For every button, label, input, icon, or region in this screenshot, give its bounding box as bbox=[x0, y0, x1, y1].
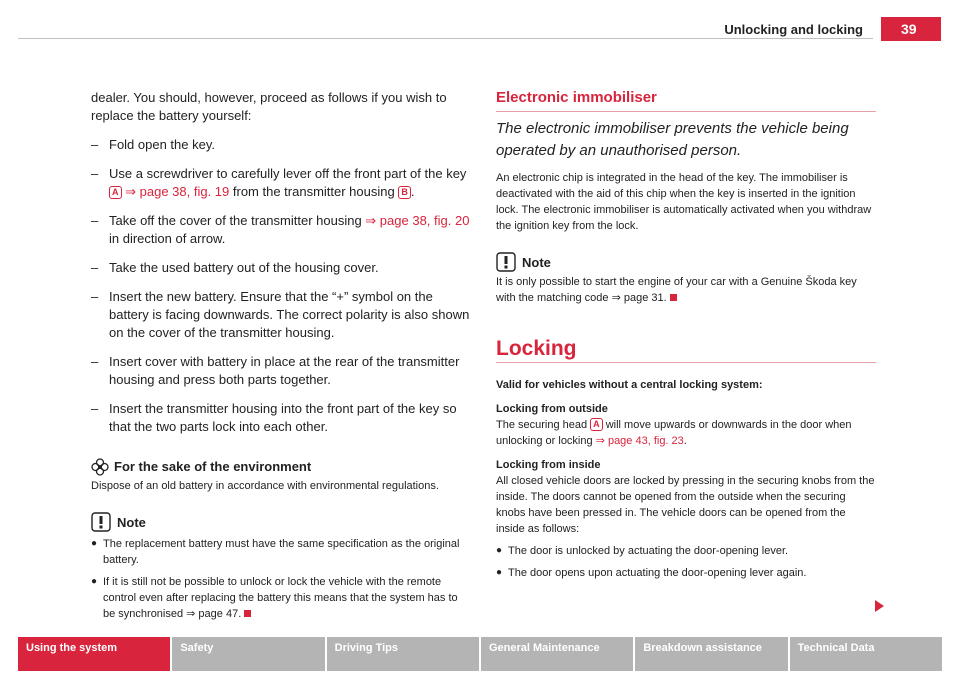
tab-using-the-system[interactable]: Using the system bbox=[18, 637, 170, 671]
subheading-outside: Locking from outside bbox=[496, 403, 608, 415]
note-icon bbox=[91, 512, 111, 532]
inside-text: All closed vehicle doors are locked by pressing in the securing knobs from the inside. The doors cannot be opened from the outside when the securing knobs have been pressed in. The vehicle doors can be opened from the inside as follows: bbox=[496, 475, 875, 535]
step-item: – Insert cover with battery in place at the rear of the transmitter housing and press both parts together. bbox=[91, 354, 460, 387]
left-column bbox=[91, 89, 471, 622]
flower-icon bbox=[91, 458, 109, 476]
environment-heading: For the sake of the environment bbox=[91, 458, 471, 476]
step-item: – Take off the cover of the transmitter housing ⇒ page 38, fig. 20 in direction of arrow. bbox=[91, 213, 470, 246]
note-bullet: ● The replacement battery must have the same specification as the original battery. bbox=[91, 538, 460, 566]
continue-arrow-icon bbox=[875, 600, 884, 612]
section-heading-locking: Locking bbox=[496, 340, 876, 363]
callout-badge-a: A bbox=[109, 186, 122, 199]
cross-ref-link[interactable]: ⇒ page 38, fig. 19 bbox=[125, 184, 230, 199]
footer-nav bbox=[18, 637, 942, 671]
step-item: – Insert the new battery. Ensure that the “+” symbol on the battery is facing downwards. The correct polarity is also shown on the cover of the transmitter housing. bbox=[91, 289, 470, 340]
callout-badge-b: B bbox=[398, 186, 411, 199]
cross-ref-link[interactable]: ⇒ page 38, fig. 20 bbox=[365, 213, 470, 228]
immobiliser-text: An electronic chip is integrated in the head of the key. The immobiliser is deactivated with the aid of this chip when the key is inserted in the ignition lock. The electronic immobiliser is automatically activated when you withdraw the ignition key from the lock. bbox=[496, 172, 872, 232]
cross-ref-link[interactable]: ⇒ page 43, fig. 23 bbox=[595, 435, 684, 447]
section-heading-immobiliser: Electronic immobiliser bbox=[496, 89, 876, 112]
callout-badge-a: A bbox=[590, 418, 603, 431]
tab-breakdown-assistance[interactable]: Breakdown assistance bbox=[635, 637, 787, 671]
step-item: – Fold open the key. bbox=[91, 137, 215, 152]
right-column bbox=[496, 89, 876, 581]
validity-text: Valid for vehicles without a central locking system: bbox=[496, 379, 763, 391]
note-heading: Note bbox=[496, 252, 876, 272]
page-number: 39 bbox=[881, 17, 941, 41]
note-bullet: ● If it is still not be possible to unlock or lock the vehicle with the remote control even after replacing the battery this means that the system has to be synchronised ⇒ page 47. bbox=[91, 576, 458, 620]
step-item: – Insert the transmitter housing into the front part of the key so that the two parts lock into each other. bbox=[91, 401, 457, 434]
tab-technical-data[interactable]: Technical Data bbox=[790, 637, 942, 671]
tab-driving-tips[interactable]: Driving Tips bbox=[327, 637, 479, 671]
header-rule bbox=[18, 38, 873, 39]
list-item: ● The door is unlocked by actuating the door-opening lever. bbox=[496, 545, 789, 557]
step-item: – Take the used battery out of the housing cover. bbox=[91, 260, 379, 275]
step-item: – Use a screwdriver to carefully lever off the front part of the key A ⇒ page 38, fig. 19 from the transmitter housing B . bbox=[91, 166, 467, 199]
end-marker-icon bbox=[670, 294, 677, 301]
note-icon bbox=[496, 252, 516, 272]
section-subtitle: The electronic immobiliser prevents the vehicle being operated by an unauthorised person. bbox=[496, 120, 849, 159]
outside-text: The securing head A will move upwards or downwards in the door when unlocking or locking ⇒ page 43, fig. 23. bbox=[496, 419, 852, 447]
tab-general-maintenance[interactable]: General Maintenance bbox=[481, 637, 633, 671]
environment-text: Dispose of an old battery in accordance with environmental regulations. bbox=[91, 480, 439, 492]
end-marker-icon bbox=[244, 610, 251, 617]
note-heading: Note bbox=[91, 512, 471, 532]
intro-text: dealer. You should, however, proceed as follows if you wish to replace the battery yourself: bbox=[91, 90, 447, 123]
subheading-inside: Locking from inside bbox=[496, 459, 601, 471]
note-text: It is only possible to start the engine of your car with a Genuine Škoda key with the matching code ⇒ page 31. bbox=[496, 276, 857, 304]
page-title: Unlocking and locking bbox=[724, 22, 863, 37]
list-item: ● The door opens upon actuating the door-opening lever again. bbox=[496, 567, 807, 579]
tab-safety[interactable]: Safety bbox=[172, 637, 324, 671]
